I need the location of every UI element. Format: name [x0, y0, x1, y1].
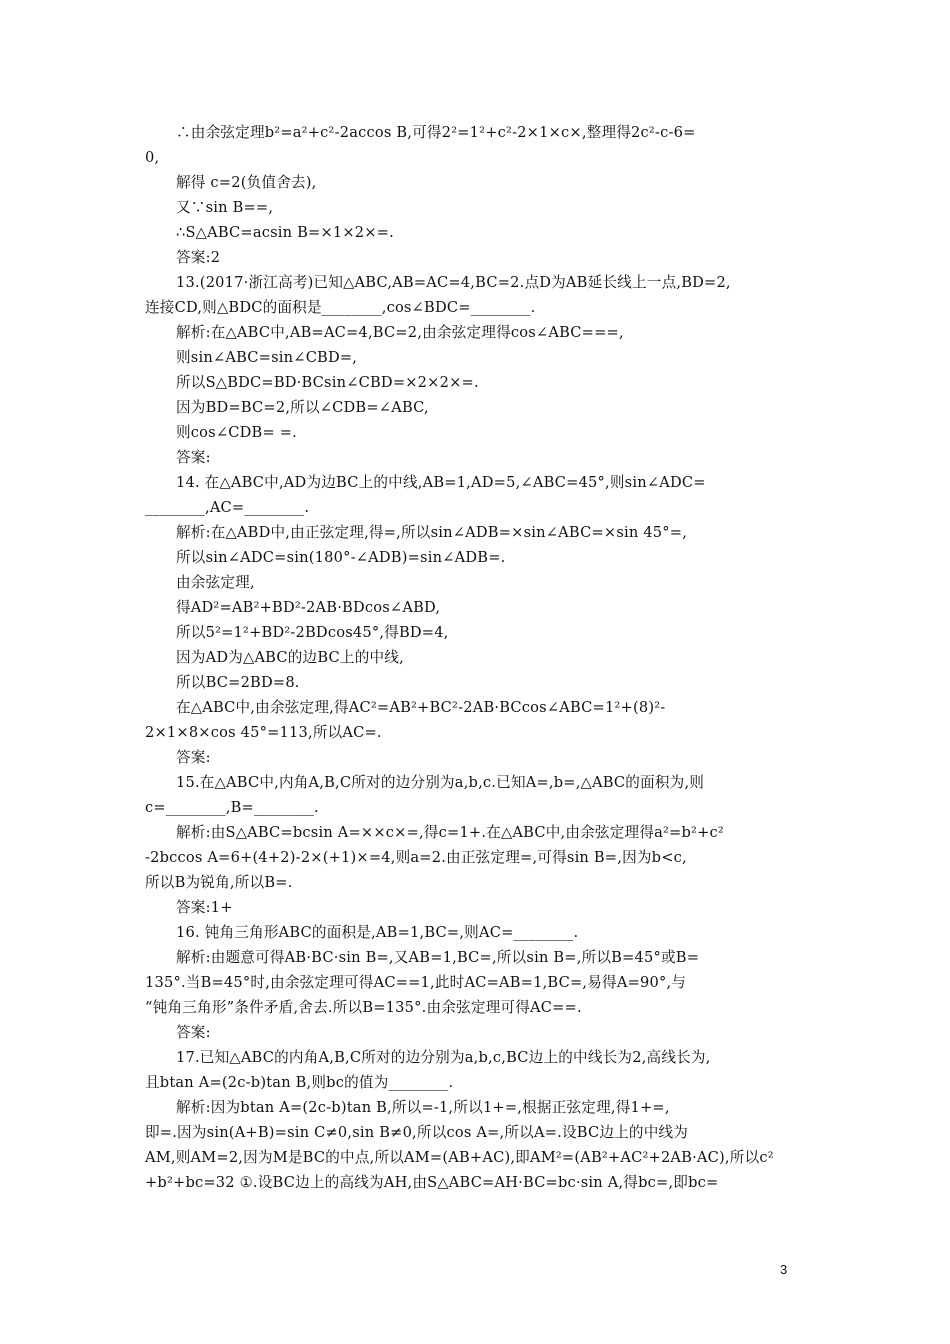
text-line: 解析:由S△ABC=bcsin A=××c×=,得c=1+.在△ABC中,由余弦定理得a²=b²+c² — [176, 824, 724, 841]
text-line: 解析:因为btan A=(2c-b)tan B,所以=-1,所以1+=,根据正弦定理,得1+=, — [176, 1099, 670, 1116]
text-line: ∴由余弦定理b²=a²+c²-2accos B,可得2²=1²+c²-2×1×c×,整理得2c²-c-6= — [176, 124, 696, 141]
text-line: c=________,B=________. — [145, 799, 319, 816]
question-14: 14. 在△ABC中,AD为边BC上的中线,AB=1,AD=5,∠ABC=45°,则sin∠ADC= — [176, 474, 706, 491]
text-line: 解析:在△ABC中,AB=AC=4,BC=2,由余弦定理得cos∠ABC===, — [176, 324, 624, 341]
question-17: 17.已知△ABC的内角A,B,C所对的边分别为a,b,c,BC边上的中线长为2,高线长为, — [176, 1049, 711, 1066]
text-line: 得AD²=AB²+BD²-2AB·BDcos∠ABD, — [176, 599, 441, 616]
text-line: 所以BC=2BD=8. — [176, 674, 300, 691]
text-line: 所以S△BDC=BD·BCsin∠CBD=×2×2×=. — [176, 374, 479, 391]
answer-line: 答案:2 — [176, 249, 221, 266]
answer-line: 答案: — [176, 449, 211, 466]
text-line: 则sin∠ABC=sin∠CBD=, — [176, 349, 358, 366]
answer-line: 答案:1+ — [176, 899, 233, 916]
text-line: 解析:在△ABD中,由正弦定理,得=,所以sin∠ADB=×sin∠ABC=×sin 45°=, — [176, 524, 688, 541]
text-line: AM,则AM=2,因为M是BC的中点,所以AM=(AB+AC),即AM²=(AB²+AC²+2AB·AC),所以c² — [145, 1149, 774, 1166]
text-line: 所以5²=1²+BD²-2BDcos45°,得BD=4, — [176, 624, 449, 641]
text-line: 解析:由题意可得AB·BC·sin B=,又AB=1,BC=,所以sin B=,所以B=45°或B= — [176, 949, 700, 966]
text-line: 由余弦定理, — [176, 574, 255, 591]
text-line: 所以sin∠ADC=sin(180°-∠ADB)=sin∠ADB=. — [176, 549, 506, 566]
text-line: 又∵sin B==, — [176, 199, 274, 216]
text-line: ∴S△ABC=acsin B=×1×2×=. — [176, 224, 394, 241]
text-line: ________,AC=________. — [145, 499, 310, 516]
text-line: 且btan A=(2c-b)tan B,则bc的值为________. — [145, 1074, 454, 1091]
text-line: +b²+bc=32 ①.设BC边上的高线为AH,由S△ABC=AH·BC=bc·sin A,得bc=,即bc= — [145, 1174, 719, 1191]
text-line: 0, — [145, 149, 160, 166]
text-line: 135°.当B=45°时,由余弦定理可得AC==1,此时AC=AB=1,BC=,易得A=90°,与 — [145, 974, 687, 991]
answer-line: 答案: — [176, 1024, 211, 1041]
question-16: 16. 钝角三角形ABC的面积是,AB=1,BC=,则AC=________. — [176, 924, 579, 941]
text-line: 解得 c=2(负值舍去), — [176, 174, 317, 191]
text-line: 因为BD=BC=2,所以∠CDB=∠ABC, — [176, 399, 429, 416]
answer-line: 答案: — [176, 749, 211, 766]
text-line: 所以B为锐角,所以B=. — [145, 874, 293, 891]
text-line: 则cos∠CDB= =. — [176, 424, 297, 441]
page-number: 3 — [780, 1262, 788, 1277]
text-line: 在△ABC中,由余弦定理,得AC²=AB²+BC²-2AB·BCcos∠ABC=1²+(8)²- — [176, 699, 666, 716]
text-line: 因为AD为△ABC的边BC上的中线, — [176, 649, 404, 666]
text-line: “钝角三角形”条件矛盾,舍去.所以B=135°.由余弦定理可得AC==. — [145, 999, 582, 1016]
question-13: 13.(2017·浙江高考)已知△ABC,AB=AC=4,BC=2.点D为AB延长线上一点,BD=2, — [176, 274, 731, 291]
text-line: 即=.因为sin(A+B)=sin C≠0,sin B≠0,所以cos A=,所以A=.设BC边上的中线为 — [145, 1124, 689, 1141]
text-line: -2bccos A=6+(4+2)-2×(+1)×=4,则a=2.由正弦定理=,可得sin B=,因为b<c, — [145, 849, 687, 866]
text-line: 2×1×8×cos 45°=113,所以AC=. — [145, 724, 382, 741]
question-15: 15.在△ABC中,内角A,B,C所对的边分别为a,b,c.已知A=,b=,△ABC的面积为,则 — [176, 774, 705, 791]
text-line: 连接CD,则△BDC的面积是________,cos∠BDC=________. — [145, 299, 536, 316]
